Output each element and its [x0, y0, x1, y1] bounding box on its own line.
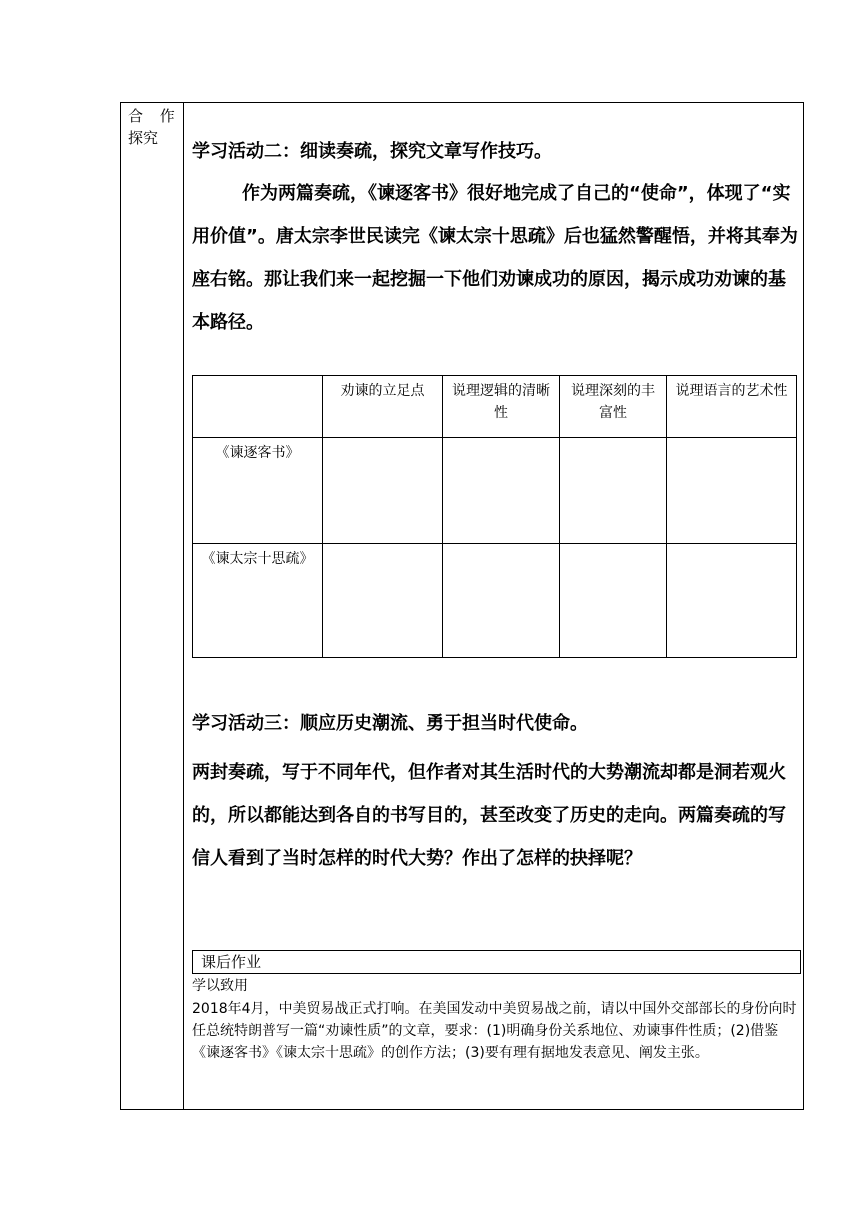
table-cell — [443, 544, 560, 658]
side-label-line2: 探究 — [128, 129, 159, 147]
activity3-body: 两封奏疏，写于不同年代，但作者对其生活时代的大势潮流却都是洞若观火的，所以都能达到各自的书写目的，甚至改变了历史的走向。两篇奏疏的写信人看到了当时怎样的时代大势？作出了怎样的抉择呢？ — [192, 762, 786, 869]
activity2-body: 作为两篇奏疏，《谏逐客书》很好地完成了自己的“使命”，体现了“实用价值”。唐太宗李世民读完《谏太宗十思疏》后也猛然警醒悟，并将其奉为座右铭。那让我们来一起挖掘一下他们劝谏成功的原因，揭示成功劝谏的基本路径。 — [192, 183, 798, 333]
homework-box-title: 课后作业 — [192, 950, 801, 974]
table-header-cell — [193, 376, 323, 438]
table-header-cell: 说理语言的艺术性 — [667, 376, 797, 438]
table-cell — [443, 438, 560, 544]
table-header-row — [193, 376, 797, 438]
table-cell — [560, 544, 667, 658]
analysis-table — [192, 375, 797, 658]
table-row — [193, 544, 797, 658]
table-cell — [667, 438, 797, 544]
table-cell — [560, 438, 667, 544]
column-divider — [183, 102, 184, 1110]
table-header-cell: 说理逻辑的清晰性 — [443, 376, 560, 438]
activity2-title: 学习活动二：细读奏疏，探究文章写作技巧。 — [192, 141, 552, 162]
table-cell — [323, 438, 443, 544]
table-cell — [323, 544, 443, 658]
table-header-cell: 说理深刻的丰富性 — [560, 376, 667, 438]
activity3-title: 学习活动三：顺应历史潮流、勇于担当时代使命。 — [192, 713, 588, 734]
homework-body: 2018年4月，中美贸易战正式打响。在美国发动中美贸易战之前，请以中国外交部部长的身份向时任总统特朗普写一篇“劝谏性质”的文章，要求：(1)明确身份关系地位、劝谏事件性质；(2)借鉴《谏逐客书》《谏太宗十思疏》的创作方法；(3)要有理有据地发表意见、阐发主张。 — [192, 1001, 797, 1061]
side-label-line1: 合 作 — [128, 107, 181, 125]
table-cell — [667, 544, 797, 658]
table-row-label: 《谏逐客书》 — [193, 438, 323, 544]
table-row — [193, 438, 797, 544]
homework-subtitle: 学以致用 — [192, 978, 248, 994]
table-header-cell: 劝谏的立足点 — [323, 376, 443, 438]
table-row-label: 《谏太宗十思疏》 — [193, 544, 323, 658]
